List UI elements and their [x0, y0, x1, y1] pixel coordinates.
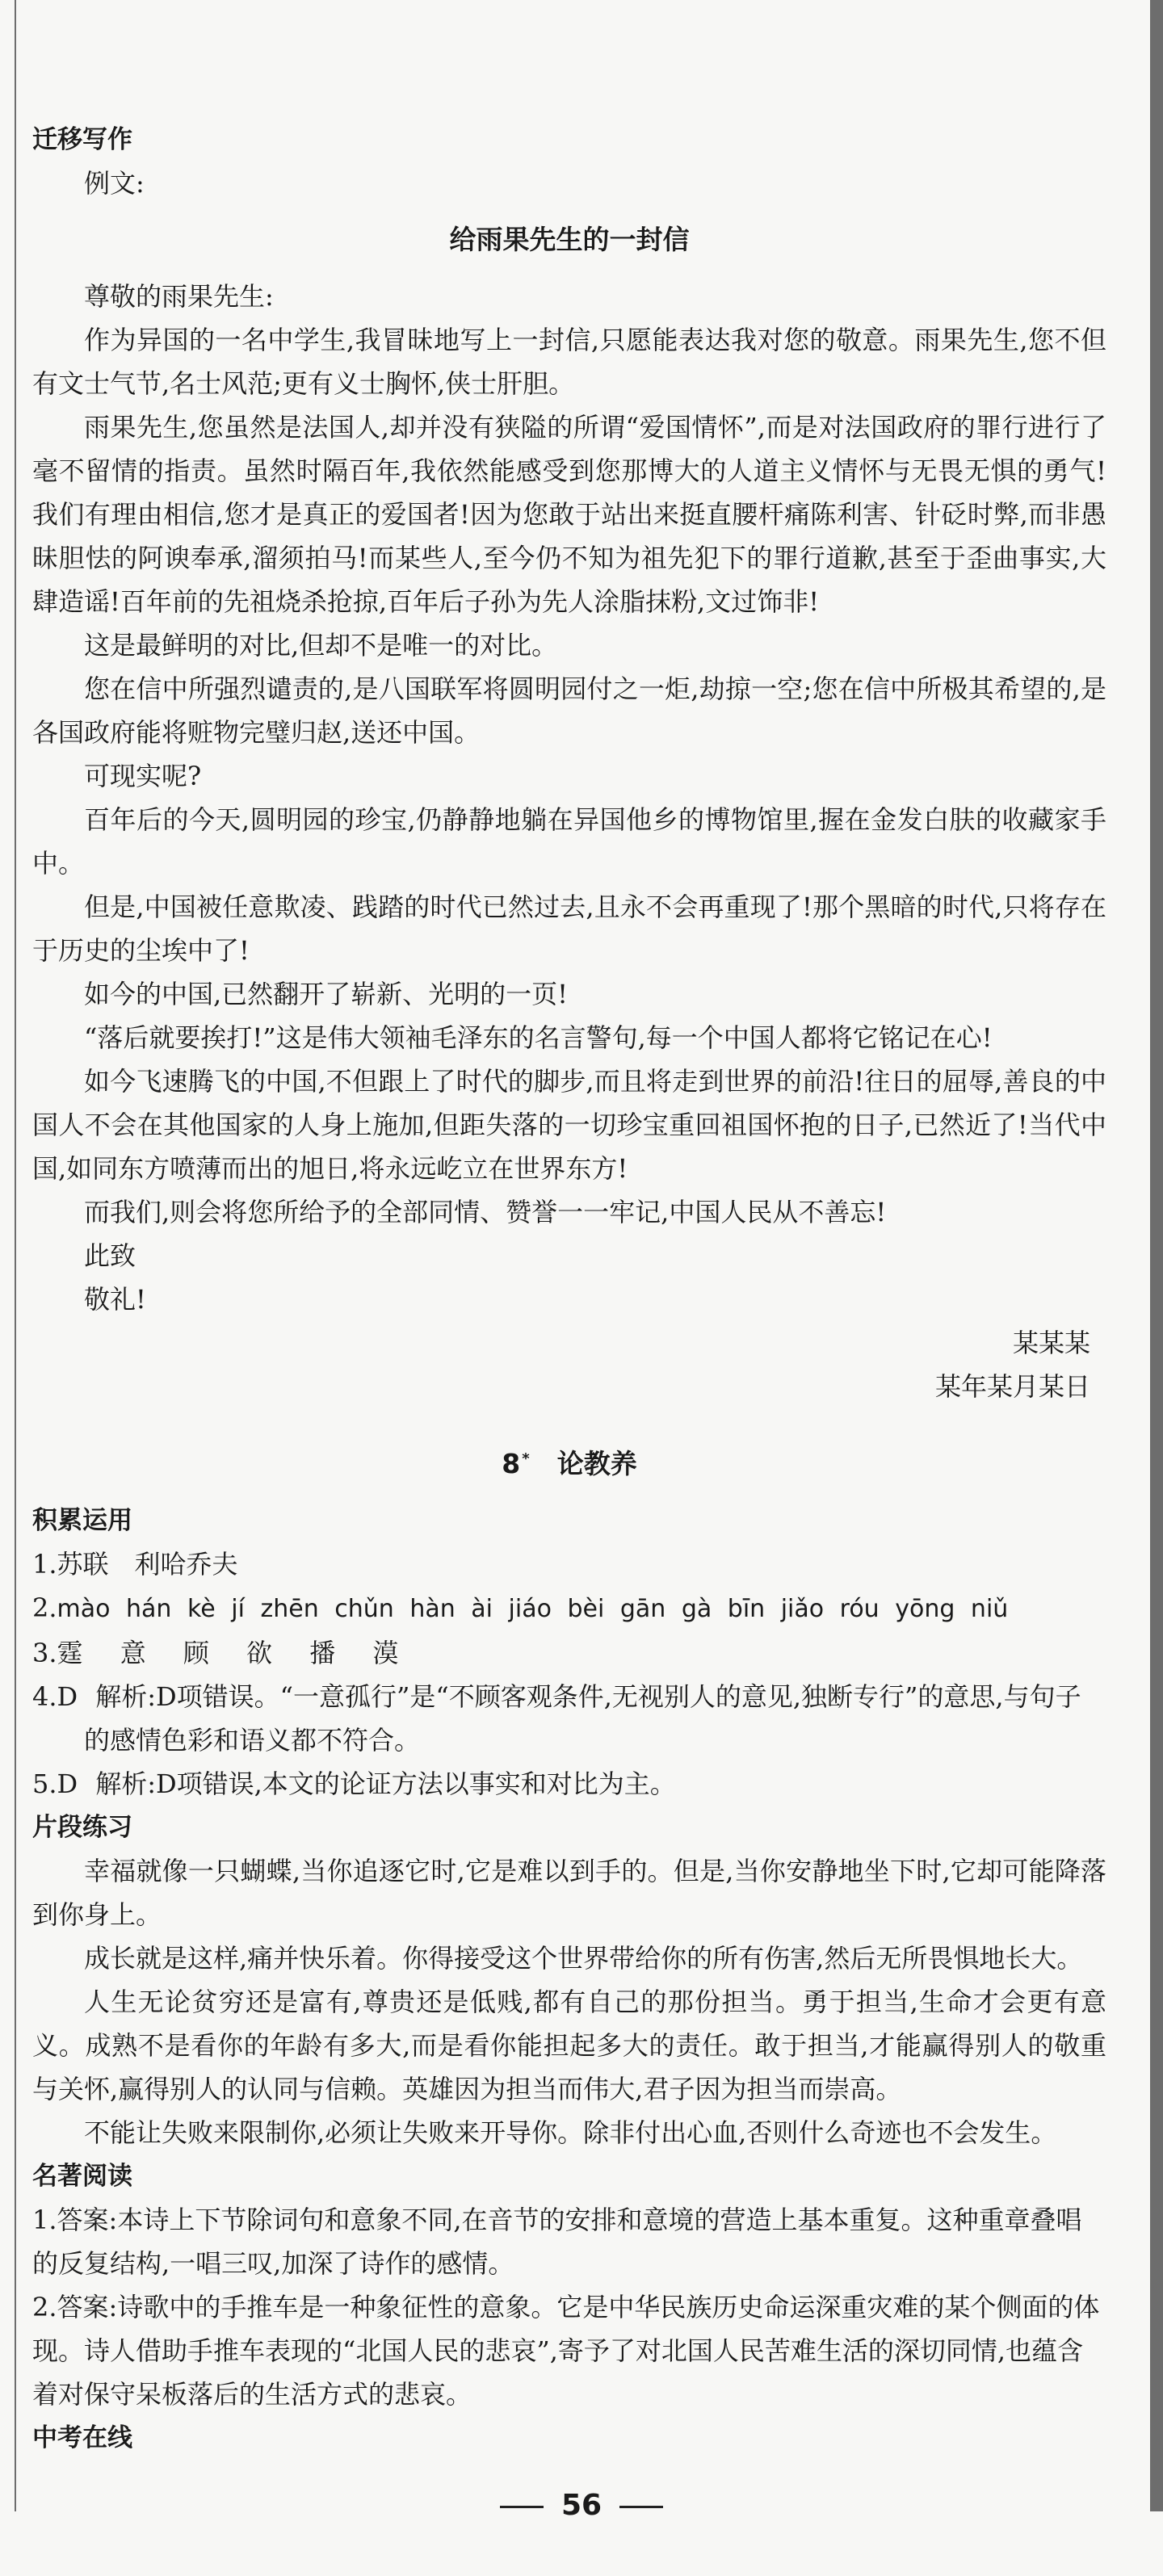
- letter-paragraph: 如今飞速腾飞的中国,不但跟上了时代的脚步,而且将走到世界的前沿!往日的屈辱,善良的中国人不会在其他国家的人身上施加,但距失落的一切珍宝重回祖国怀抱的日子,已然近了!当代中国,如同东方喷薄而出的旭日,将永远屹立在世界东方!: [32, 1066, 1106, 1184]
- letter-paragraph: 您在信中所强烈谴责的,是八国联军将圆明园付之一炬,劫掠一空;您在信中所极其希望的,是各国政府能将赃物完璧归赵,送还中国。: [32, 673, 1106, 748]
- letter-title: 给雨果先生的一封信: [449, 224, 690, 255]
- letter-paragraph: “落后就要挨打!”这是伟大领袖毛泽东的名言警句,每一个中国人都将它铭记在心!: [84, 1022, 993, 1053]
- section-heading-classic-reading: 名著阅读: [32, 2162, 132, 2191]
- section-heading-exam-online: 中考在线: [32, 2423, 132, 2452]
- left-margin-rule: [15, 0, 16, 2511]
- practice-paragraph: 成长就是这样,痛并快乐着。你得接受这个世界带给你的所有伤害,然后无所畏惧地长大。: [84, 1943, 1083, 1974]
- letter-signature: 某某某: [1012, 1328, 1090, 1358]
- right-margin-rule: [1150, 0, 1163, 2511]
- letter-paragraph: 但是,中国被任意欺凌、践踏的时代已然过去,且永不会再重现了!那个黑暗的时代,只将存在于历史的尘埃中了!: [32, 892, 1106, 966]
- letter-paragraph: 而我们,则会将您所给予的全部同情、赞誉一一牢记,中国人民从不善忘!: [84, 1197, 887, 1227]
- reading-answer-1: 1.答案:本诗上下节除词句和意象不同,在音节的安排和意境的营造上基本重复。这种重章叠唱的反复结构,一唱三叹,加深了诗作的感情。: [32, 2205, 1082, 2279]
- answer-item-3: 3.霆 意 顾 欲 播 漠: [32, 1638, 414, 1668]
- letter-paragraph: 这是最鲜明的对比,但却不是唯一的对比。: [84, 630, 558, 661]
- practice-paragraph: 人生无论贫穷还是富有,尊贵还是低贱,都有自己的那份担当。勇于担当,生命才会更有意义。成熟不是看你的年龄有多大,而是看你能担起多大的责任。敢于担当,才能赢得别人的敬重与关怀,赢得别人的认同与信赖。英雄因为担当而伟大,君子因为担当而崇高。: [32, 1987, 1106, 2104]
- page-number: 56: [0, 2489, 1163, 2522]
- example-label: 例文:: [84, 168, 145, 199]
- chapter-mark: *: [522, 1450, 530, 1467]
- answer-item-5: 5.D 解析:D项错误,本文的论证方法以事实和对比为主。: [32, 1768, 676, 1799]
- section-heading-fragment-practice: 片段练习: [32, 1813, 132, 1842]
- letter-date: 某年某月某日: [934, 1371, 1090, 1402]
- letter-closing: 此致: [84, 1240, 136, 1271]
- letter-paragraph: 作为异国的一名中学生,我冒昧地写上一封信,只愿能表达我对您的敬意。雨果先生,您不但有文士气节,名士风范;更有义士胸怀,侠士肝胆。: [32, 325, 1106, 399]
- answer-item-4: 4.D 解析:D项错误。“一意孤行”是“不顾客观条件,无视别人的意见,独断专行”的意思,与句子的感情色彩和语义都不符合。: [32, 1681, 1081, 1756]
- reading-answer-2: 2.答案:诗歌中的手推车是一种象征性的意象。它是中华民族历史命运深重灾难的某个侧面的体现。诗人借助手推车表现的“北国人民的悲哀”,寄予了对北国人民苦难生活的深切同情,也蕴含着对保守呆板落后的生活方式的悲哀。: [32, 2292, 1100, 2410]
- letter-closing-regards: 敬礼!: [84, 1284, 146, 1315]
- section-heading-accumulation: 积累运用: [32, 1506, 132, 1535]
- letter-paragraph: 百年后的今天,圆明园的珍宝,仍静静地躺在异国他乡的博物馆里,握在金发白肤的收藏家手中。: [32, 804, 1106, 879]
- chapter-number: 8 *: [502, 1448, 530, 1479]
- practice-paragraph: 幸福就像一只蝴蝶,当你追逐它时,它是难以到手的。但是,当你安静地坐下时,它却可能降落到你身上。: [32, 1856, 1106, 1930]
- pinyin-answers: mào hán kè jí zhēn chǔn hàn ài jiáo bèi gān gà bīn jiǎo róu yōng niǔ: [57, 1595, 1009, 1623]
- chapter-title-text: 论教养: [556, 1448, 637, 1479]
- letter-paragraph: 可现实呢?: [84, 761, 202, 791]
- answer-item-2: 2.mào hán kè jí zhēn chǔn hàn ài jiáo bèi gān gà bīn jiǎo róu yōng niǔ: [32, 1592, 1009, 1623]
- practice-paragraph: 不能让失败来限制你,必须让失败来开导你。除非付出心血,否则什么奇迹也不会发生。: [84, 2117, 1057, 2148]
- letter-paragraph: 如今的中国,已然翻开了崭新、光明的一页!: [84, 979, 569, 1009]
- letter-paragraph: 雨果先生,您虽然是法国人,却并没有狭隘的所谓“爱国情怀”,而是对法国政府的罪行进行了毫不留情的指责。虽然时隔百年,我依然能感受到您那博大的人道主义情怀与无畏无惧的勇气!我们有理由相信,您才是真正的爱国者!因为您敢于站出来挺直腰杆痛陈利害、针砭时弊,而非愚昧胆怯的阿谀奉承,溜须拍马!而某些人,至今仍不知为祖先犯下的罪行道歉,甚至于歪曲事实,大肆造谣!百年前的先祖烧杀抢掠,百年后子孙为先人涂脂抹粉,文过饰非!: [32, 412, 1106, 617]
- character-answers: 霆 意 顾 欲 播 漠: [57, 1638, 414, 1668]
- page-content: [32, 118, 1106, 2460]
- section-heading-transfer-writing: 迁移写作: [32, 125, 132, 154]
- answer-item-1: 1.苏联 利哈乔夫: [32, 1549, 238, 1580]
- letter-salutation: 尊敬的雨果先生:: [84, 281, 274, 312]
- chapter-title: [32, 1437, 1106, 1486]
